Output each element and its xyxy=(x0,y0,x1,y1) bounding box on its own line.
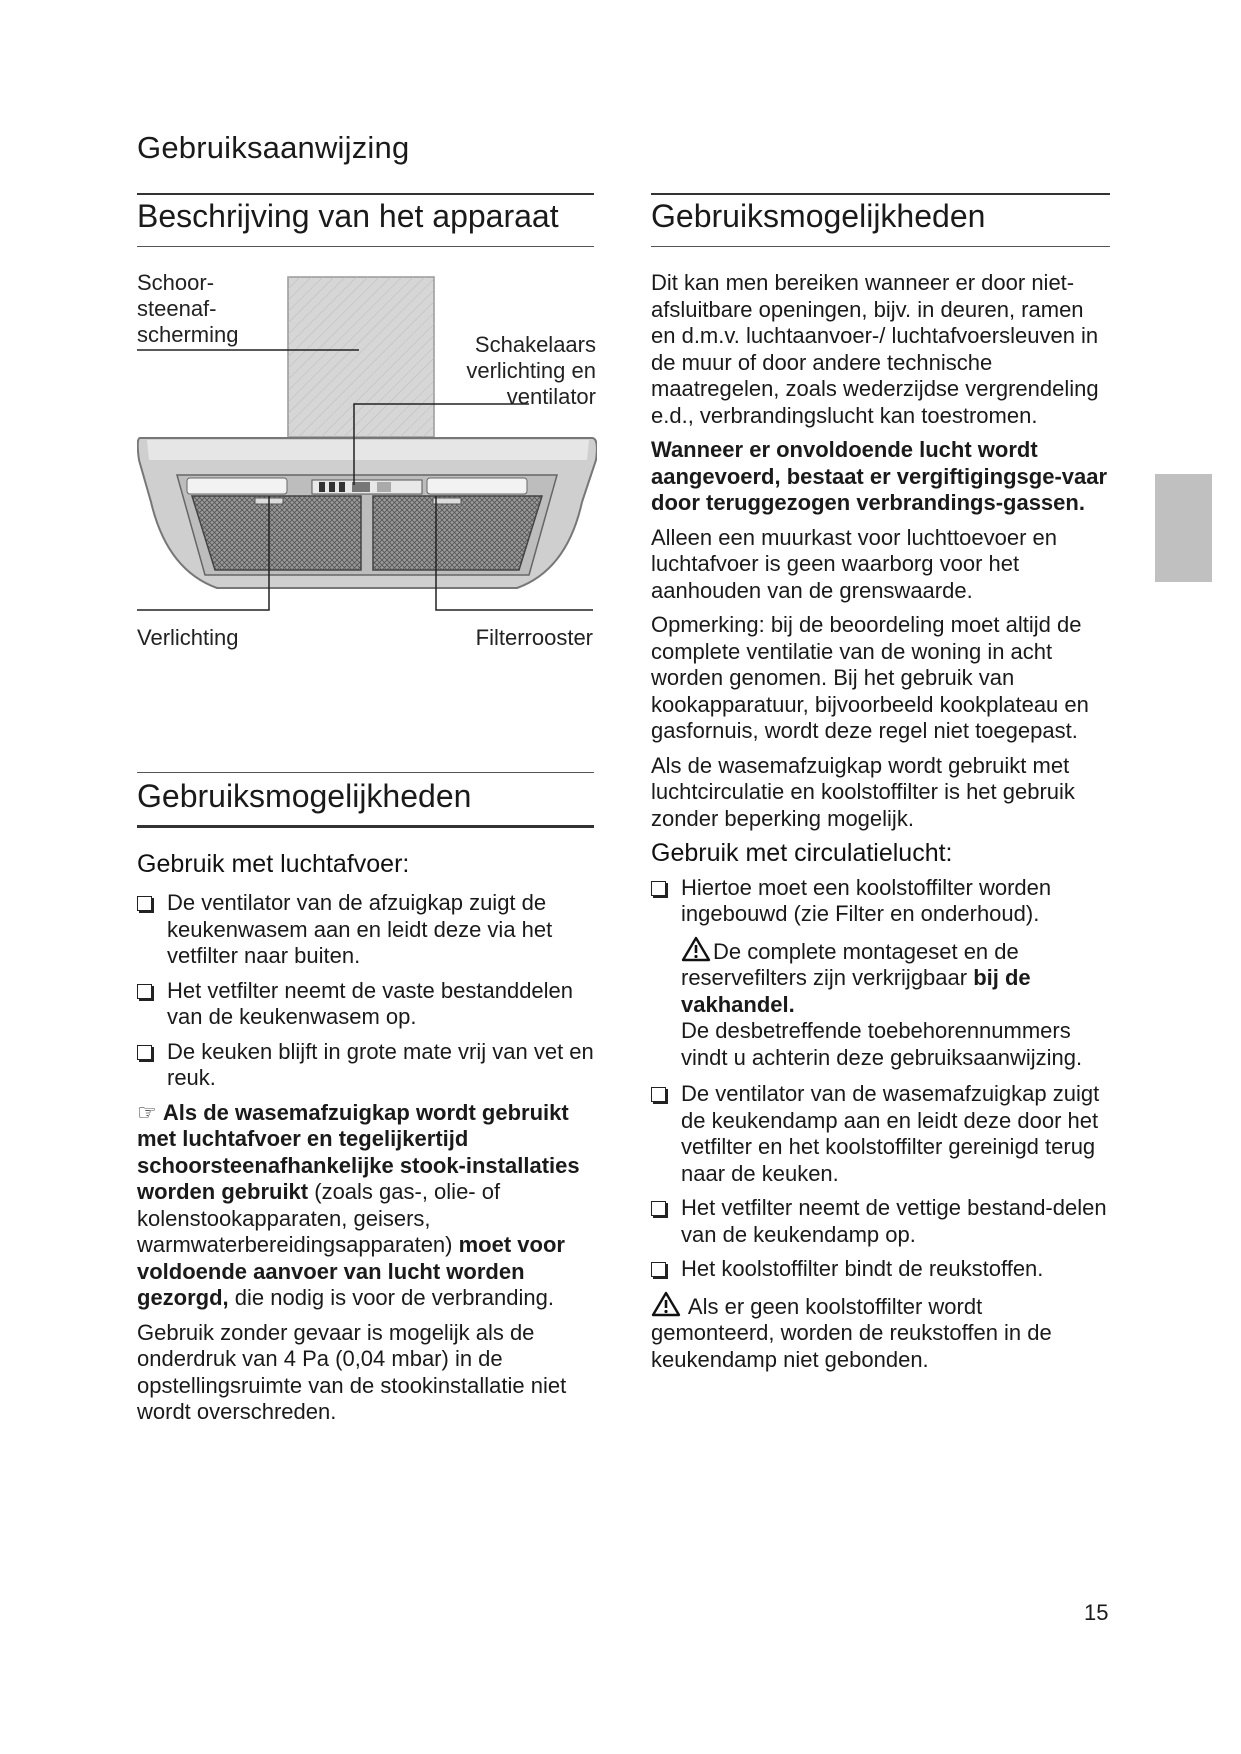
warning-bold-text: Wanneer er onvoldoende lucht wordt aangevoerd, bestaat er vergiftigingsge-vaar door teruggezogen verbrandings-gassen. xyxy=(651,437,1108,515)
paragraph-circulation: Als de wasemafzuigkap wordt gebruikt met luchtcirculatie en koolstoffilter is het gebruik zonder beperking mogelijk. xyxy=(651,752,1075,831)
page-number: 15 xyxy=(1084,1600,1109,1625)
section-title-usage-right: Gebruiksmogelijkheden xyxy=(651,198,986,234)
list-item-text: De keuken blijft in grote mate vrij van vet en reuk. xyxy=(167,1038,594,1090)
paragraph-underpressure: Gebruik zonder gevaar is mogelijk als de onderdruk van 4 Pa (0,04 mbar) in de opstellingsruimte van de stookinstallatie niet wordt overschreden. xyxy=(137,1319,567,1424)
section-rule xyxy=(651,193,1110,195)
section-rule xyxy=(651,246,1110,247)
checkbox-bullet-icon xyxy=(651,1087,666,1102)
label-line: steenaf- xyxy=(137,296,217,321)
section-rule xyxy=(137,772,594,773)
warning-triangle-icon xyxy=(651,1291,681,1317)
section-title-description: Beschrijving van het apparaat xyxy=(137,198,559,234)
list-item xyxy=(651,1256,1111,1283)
checkbox-bullet-icon xyxy=(137,1045,152,1060)
list-item-text: Hiertoe moet een koolstoffilter worden ingebouwd (zie Filter en onderhoud). xyxy=(681,874,1052,926)
label-line: scherming xyxy=(137,322,239,347)
list-item-text: Het vetfilter neemt de vaste bestanddelen van de keukenwasem op. xyxy=(167,977,574,1029)
label-chimney-cover xyxy=(137,270,238,348)
list-item xyxy=(137,978,597,1031)
subhead-circulation: Gebruik met circulatielucht: xyxy=(651,839,953,867)
paragraph-remark: Opmerking: bij de beoordeling moet altijd de complete ventilatie van de woning in acht worden genomen. Bij het gebruik van kookapparatuur, bijvoorbeeld kookplateau en gasfornuis, wordt deze regel niet toegepast. xyxy=(651,612,1089,743)
warning-note-2 xyxy=(651,1291,1111,1374)
list-item-text: Het vetfilter neemt de vettige bestand-delen van de keukendamp op. xyxy=(681,1195,1107,1247)
note-text-2: die nodig is voor de verbranding. xyxy=(228,1285,554,1310)
note-bold-1: Als de wasemafzuigkap wordt gebruikt met luchtafvoer en tegelijkertijd schoorsteenafhankelijke stook-installaties worden gebruikt xyxy=(137,1099,580,1204)
list-item-text: Het koolstoffilter bindt de reukstoffen. xyxy=(681,1256,1044,1281)
list-item-text: De ventilator van de afzuigkap zuigt de keukenwasem aan en leidt deze via het vetfilter naar buiten. xyxy=(167,890,553,968)
section-title-usage: Gebruiksmogelijkheden xyxy=(137,778,472,814)
document-title: Gebruiksaanwijzing xyxy=(137,130,410,165)
warning-text-2: De desbetreffende toebehorennummers vindt u achterin deze gebruiksaanwijzing. xyxy=(681,1018,1083,1070)
warning-triangle-icon xyxy=(681,936,711,962)
checkbox-bullet-icon xyxy=(651,881,666,896)
paragraph-ventilation: Dit kan men bereiken wanneer er door niet-afsluitbare openingen, bijv. in deuren, ramen en d.m.v. luchtaanvoer-/ luchtafvoersleuven in de muur of door andere technische maatregelen, zoals wederzijdse vergrendeling e.d., verbrandingslucht kan toestromen. xyxy=(651,270,1099,428)
warning-text-3: Als er geen koolstoffilter wordt gemonteerd, worden de reukstoffen in de keukendamp niet gebonden. xyxy=(651,1293,1052,1372)
section-thumb-tab xyxy=(1155,474,1212,582)
list-item xyxy=(137,890,597,970)
label-switches xyxy=(430,332,596,410)
note-paragraph xyxy=(137,1100,597,1312)
section-rule xyxy=(137,825,594,828)
paragraph-warning-bold xyxy=(651,437,1111,517)
checkbox-bullet-icon xyxy=(651,1262,666,1277)
list-item xyxy=(651,1195,1111,1248)
label-filter: Filterrooster xyxy=(475,625,593,650)
paragraph-wall-box: Alleen een muurkast voor luchttoevoer en luchtafvoer is geen waarborg voor het aanhouden van de grenswaarde. xyxy=(651,524,1058,603)
pointing-hand-icon: ☞ xyxy=(137,1099,157,1125)
list-item-text: De ventilator van de wasemafzuigkap zuigt de keukendamp aan en leidt deze door het vetfilter en het koolstoffilter gereinigd terug naar de keuken. xyxy=(681,1081,1100,1186)
checkbox-bullet-icon xyxy=(137,984,152,999)
note-text-1: (zoals gas-, olie- of kolenstookapparaten, geisers, warmwaterbereidingsapparaten) xyxy=(137,1179,501,1257)
right-body xyxy=(651,270,1111,1381)
label-line: Schakelaars xyxy=(474,332,596,357)
section-rule xyxy=(137,193,594,195)
subhead-exhaust: Gebruik met luchtafvoer: xyxy=(137,850,410,878)
note-bold-2: moet voor voldoende aanvoer van lucht worden gezorgd, xyxy=(137,1232,565,1310)
warning-text: De complete montageset en de reservefilters zijn verkrijgbaar xyxy=(681,938,1019,990)
label-line: Schoor- xyxy=(137,270,215,295)
checkbox-bullet-icon xyxy=(137,896,152,911)
label-lighting: Verlichting xyxy=(137,625,239,650)
label-line: verlichting en xyxy=(466,358,596,383)
left-body xyxy=(137,890,597,1434)
list-item xyxy=(651,1081,1111,1187)
warning-bold: bij de vakhandel. xyxy=(681,965,1031,1017)
checkbox-bullet-icon xyxy=(651,1201,666,1216)
warning-note xyxy=(651,936,1111,1072)
section-rule xyxy=(137,246,594,247)
list-item xyxy=(651,875,1111,928)
list-item xyxy=(137,1039,597,1092)
label-line: ventilator xyxy=(506,384,596,409)
